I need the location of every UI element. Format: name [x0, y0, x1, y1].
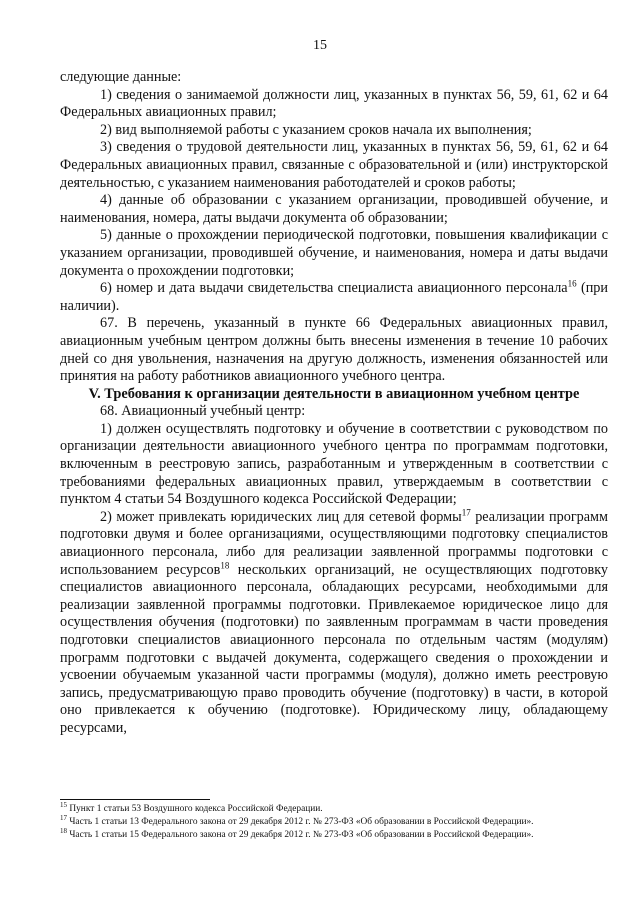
paragraph: 68. Авиационный учебный центр:: [100, 403, 306, 420]
footnote-ref: 17: [461, 507, 471, 518]
paragraph: 67. В перечень, указанный в пункте 66 Федеральных авиационных правил, авиационным учебным центром должны быть внесены изменения в течение 10 рабочих дней со дня увольнения, назначения на другую должность, изменения обязанностей или принятия на работу работников авиационного учебного центра.: [60, 315, 608, 385]
footnote-ref: 16: [567, 278, 577, 289]
document-body: [60, 69, 608, 738]
paragraph: следующие данные:: [60, 69, 182, 85]
section-heading: V. Требования к организации деятельности в авиационном учебном центре: [88, 385, 580, 402]
paragraph: 2) вид выполняемой работы с указанием сроков начала их выполнения;: [100, 121, 532, 138]
footnotes: [60, 800, 608, 842]
paragraph: 5) данные о прохождении периодической подготовки, повышения квалификации с указанием организации, проводившей обучение, и наименования, номера и даты выдачи документа о прохождении подготовки;: [60, 227, 608, 279]
footnote: $^{17}$ Часть 1 статьи 13 Федерального закона от 29 декабря 2012 г. № 273-ФЗ «Об образовании в Российской Федерации».: [60, 813, 534, 827]
paragraph: 1) сведения о занимаемой должности лиц, указанных в пунктах 56, 59, 61, 62 и 64 Федеральных авиационных правил;: [60, 86, 608, 121]
paragraph: 2) может привлекать юридических лиц для сетевой формы$^{17}$ реализации программ подготовки двумя и более организациями, осуществляющими подготовку специалистов авиационного персонала, либо для реализации заявленной программы подготовки с использованием ресурсов$^{18}$ нескольких организаций, не осуществляющих подготовку специалистов авиационного персонала, обладающих ресурсами, необходимыми для реализации заявленной программы подготовки. Привлекаемое юридическое лицо для осуществления обучения (подготовки) по заявленным программам в части проведения подготовки специалистов авиационного персонала по отдельным частям (модулям) программ подготовки с выдачей документа, содержащего сведения о прохождении и усвоении обучаемым указанной части программы (модуля), должно иметь реестровую запись, предусматривающую право проводить обучение (подготовку) в части, в которой оно привлекается к обучению (подготовке). Юридическому лицу, обладающему ресурсами,: [60, 507, 608, 736]
footnote-ref: 18: [220, 559, 230, 570]
footnote-divider: [60, 799, 210, 800]
footnote: $^{18}$ Часть 1 статьи 15 Федерального закона от 29 декабря 2012 г. № 273-ФЗ «Об образовании в Российской Федерации».: [60, 826, 534, 840]
footnote: $^{15}$ Пункт 1 статьи 53 Воздушного кодекса Российской Федерации.: [60, 800, 323, 814]
page-number: 15: [313, 38, 327, 53]
paragraph: 3) сведения о трудовой деятельности лиц, указанных в пунктах 56, 59, 61, 62 и 64 Федеральных авиационных правил, связанные с образовательной и (или) инструкторской деятельностью, с указанием наименования работодателей и сроков работы;: [60, 139, 608, 191]
paragraph: 6) номер и дата выдачи свидетельства специалиста авиационного персонала$^{16}$ (при наличии).: [60, 278, 608, 314]
paragraph: 1) должен осуществлять подготовку и обучение в соответствии с руководством по организации деятельности авиационного учебного центра по программам подготовки, включенным в реестровую запись, разработанным и утвержденным в соответствии с требованиями федеральных авиационных правил, утверждаемым в соответствии с пунктом 4 статьи 54 Воздушного кодекса Российской Федерации;: [60, 420, 608, 508]
paragraph: 4) данные об образовании с указанием организации, проводившей обучение, и наименования, номера, даты выдачи документа об образовании;: [60, 192, 608, 226]
